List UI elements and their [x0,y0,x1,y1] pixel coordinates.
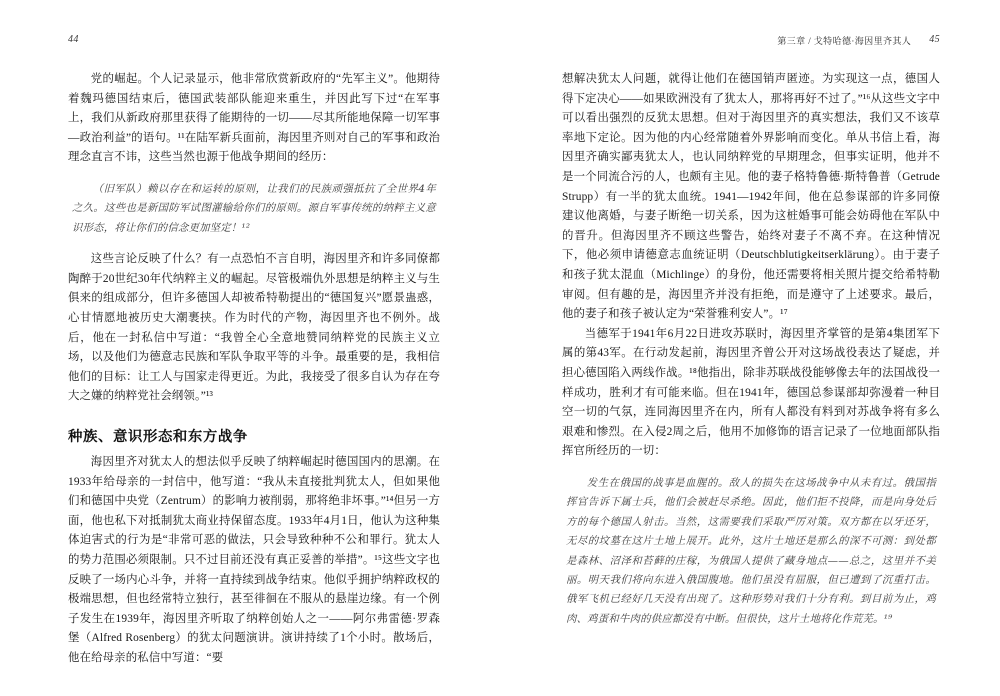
chapter-title: 第三章 / 戈特哈德·海因里齐其人 [777,36,912,46]
paragraph: 这些言论反映了什么？有一点恐怕不言自明，海因里齐和许多同僚都陶醉于20世纪30年代纳粹主义的崛起。尽管极端仇外思想是纳粹主义与生俱来的组成部分，但许多德国人却被希特勒提出的“德国复兴”愿景蛊惑，心甘情愿地被历史大潮裹挟。作为时代的产物，海因里齐也不例外。战后，他在一封私信中写道：“我曾全心全意地赞同纳粹党的民族主义立场，以及他们为德意志民族和军队争取平等的斗争。最重要的是，我相信他们的目标：让工人与国家走得更近。为此，我接受了很多自认为存在夸大之嫌的纳粹党社会纲领。”¹³ [68,253,440,403]
page-number-left: 44 [68,34,79,45]
paragraph: 当德军于1941年6月22日进攻苏联时，海因里齐掌管的是第4集团军下属的第43军。在行动发起前，海因里齐曾公开对这场战役表达了疑虑，并担心德国陷入两线作战。¹⁸他指出，除非苏联战役能够像去年的法国战役一样成功，胜利才有可能来临。但在1941年，德国总参谋部却弥漫着一种目空一切的气氛，连同海因里齐在内，所有人都没有料到对苏战争将有多么艰难和惨烈。在入侵2周之后，他用不加修饰的语言记录了一位地面部队指挥官所经历的一切： [562,327,940,458]
left-column-text [68,70,440,668]
paragraph: 想解决犹太人问题，就得让他们在德国销声匿迹。为实现这一点，德国人得下定决心——如果欧洲没有了犹太人，那将再好不过了。”¹⁶从这些文字中可以看出强烈的反犹太思想。但对于海因里齐的真实想法，我们又不该草率地下定论。因为他的内心经常随着外界影响而变化。单从书信上看，海因里齐确实鄙夷犹太人，也认同纳粹党的早期理念，但事实证明，他并不是一个同流合污的人，也颇有主见。他的妻子格特鲁德·斯特鲁普（Getrude Strupp）有一半的犹太血统。1941—1942年间，他在总参谋部的许多同僚建议他离婚，与妻子断绝一切关系，因为这桩婚事可能会妨碍他在军队中的晋升。但海因里齐不顾这些警告，始终对妻子不离不弃。在这种情况下，他必须申请德意志血统证明（Deutschblutigkeitserklärung）。由于妻子和孩子犹太混血（Michlinge）的身份，他还需要将相关照片提交给希特勒审阅。但有趣的是，海因里齐并没有拒绝，而是遵守了上述要求。最后，他的妻子和孩子被认定为“荣誉雅利安人”。¹⁷ [562,73,940,321]
running-head-right [562,34,940,60]
block-quote: 发生在俄国的战事是血腥的。敌人的损失在这场战争中从未有过。俄国指挥官告诉下属士兵，他们会被赶尽杀绝。因此，他们拒不投降，而是向身处后方的每个德国人射击。当然，这需要我们采取严厉对策。双方都在以牙还牙，无尽的坟墓在这片土地上展开。此外，这片土地还是那么的深不可测：到处都是森林、沼泽和苔藓的庄稼，为俄国人提供了藏身地点——总之，这里并不美丽。明天我们将向东进入俄国腹地。他们虽没有屈服，但已遭到了沉重打击。俄军飞机已经好几天没有出现了。这种形势对我们十分有利。到目前为止，鸡肉、鸡蛋和牛肉的供应都没有中断。但很快，这片土地将化作荒芜。¹⁹ [566,476,936,625]
paragraph: 党的崛起。个人记录显示，他非常欣赏新政府的“先军主义”。他期待着魏玛德国结束后，德国武装部队能迎来重生，并因此写下过“在军事上，我们从新政府那里获得了能期待的一切——尽其所能地保障一切军事—政治利益”的语句。¹¹在陆军新兵面前，海因里齐则对自己的军事和政治理念直言不讳，这些当然也源于他战争期间的经历： [68,73,440,164]
page-number-right: 45 [929,34,940,45]
right-column-text [562,70,940,629]
paragraph: 海因里齐对犹太人的想法似乎反映了纳粹崛起时德国国内的思潮。在1933年给母亲的一封信中，他写道：“我从未直接批判犹太人，但如果他们和德国中央党（Zentrum）的影响力被削弱，那将绝非坏事。”¹⁴但另一方面，他也私下对抵制犹太商业持保留态度。1933年4月1日，他认为这种集体迫害式的行为是“非常可恶的做法，只会导致种种不公和罪行。犹太人的势力范围必须限制。只不过目前还没有真正妥善的举措”。¹⁵这些文字也反映了一场内心斗争，并将一直持续到战争结束。他似乎拥护纳粹政权的极端思想，但也经常特立独行，甚至徘徊在不服从的悬崖边缘。有一个例子发生在1939年，海因里齐听取了纳粹创始人之一——阿尔弗雷德·罗森堡（Alfred Rosenberg）的犹太问题演讲。演讲持续了1个小时。散场后，他在给母亲的私信中写道：“要 [68,455,440,664]
block-quote: （旧军队）赖以存在和运转的原则，让我们的民族顽强抵抗了全世界4年之久。这些也是新国防军试图灌输给你们的原则。源自军事传统的纳粹主义意识形态，将让你们的信念更加坚定！¹² [72,182,436,234]
running-head-left [68,34,440,60]
page-right [500,0,1000,696]
section-heading: 种族、意识形态和东方战争 [68,428,248,445]
